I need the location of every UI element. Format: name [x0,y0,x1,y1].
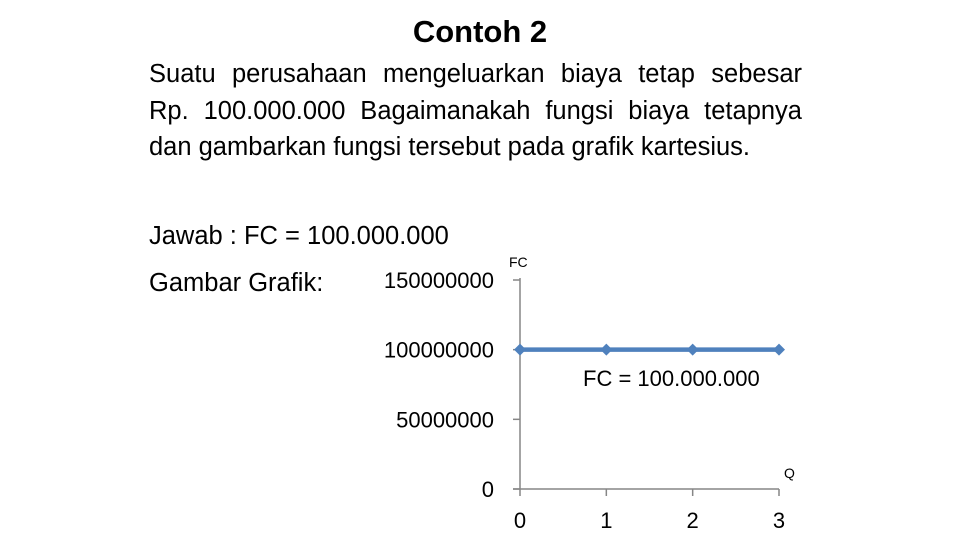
y-tick-label: 0 [481,477,494,502]
x-axis-title: Q [784,465,795,481]
x-tick-label: 3 [772,508,786,533]
fc-data-point [687,344,699,356]
y-tick-label: 50000000 [396,407,494,433]
fc-annotation: FC = 100.000.000 [583,366,760,391]
fc-data-point [600,344,612,356]
y-axis-title: FC [509,254,528,270]
y-tick-label: 100000000 [383,337,494,363]
x-tick-label: 0 [513,508,527,533]
series-layer [514,344,785,356]
slide-title: Contoh 2 [412,14,548,49]
x-tick-label: 2 [686,508,699,533]
y-ticks [384,268,520,502]
fc-data-point [514,344,526,356]
x-ticks [514,489,785,533]
x-tick-label: 1 [600,508,613,533]
answer-text: Jawab : FC = 100.000.000 [149,222,449,250]
fc-data-point [773,344,785,356]
problem-statement: Suatu perusahaan mengeluarkan biaya tetap sebesar Rp. 100.000.000 Bagaimanakah fungsi biaya tetapnya dan gambarkan fungsi tersebut pada grafik kartesius. [149,60,802,161]
graph-label: Gambar Grafik: [149,269,324,297]
y-tick-label: 150000000 [383,268,494,293]
